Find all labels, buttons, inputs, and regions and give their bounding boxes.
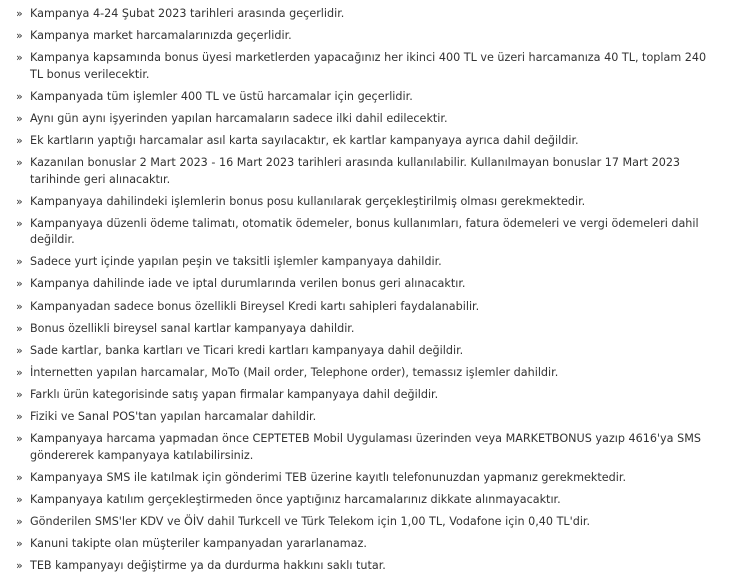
bullet-icon: » — [16, 365, 23, 379]
term-item — [16, 155, 720, 188]
bullet-icon: » — [16, 111, 23, 125]
bullet-icon: » — [16, 216, 23, 230]
bullet-icon: » — [16, 156, 23, 170]
term-text: Kampanyadan sadece bonus özellikli Bireysel Kredi kartı sahipleri faydalanabilir. — [30, 299, 480, 313]
term-item — [16, 254, 720, 271]
bullet-icon: » — [16, 536, 23, 550]
term-text: Kampanyada tüm işlemler 400 TL ve üstü harcamalar için geçerlidir. — [30, 89, 413, 103]
term-text: Kampanyaya düzenli ödeme talimatı, otomatik ödemeler, bonus kullanımları, fatura ödemeleri ve vergi ödemeleri dahil değildir. — [30, 216, 699, 247]
bullet-icon: » — [16, 387, 23, 401]
bullet-icon: » — [16, 29, 23, 43]
term-item — [16, 492, 720, 509]
bullet-icon: » — [16, 194, 23, 208]
term-item — [16, 89, 720, 106]
term-text: Gönderilen SMS'ler KDV ve ÖİV dahil Turkcell ve Türk Telekom için 1,00 TL, Vodafone için 0,40 TL'dir. — [30, 514, 591, 528]
term-text: Kampanyaya katılım gerçekleştirmeden önce yaptığınız harcamalarınız dikkate alınmayacaktır. — [30, 492, 561, 506]
term-item — [16, 299, 720, 316]
bullet-icon: » — [16, 277, 23, 291]
term-item — [16, 50, 720, 83]
bullet-icon: » — [16, 470, 23, 484]
term-item — [16, 409, 720, 426]
term-item — [16, 343, 720, 360]
bullet-icon: » — [16, 7, 23, 20]
term-text: Ek kartların yaptığı harcamalar asıl karta sayılacaktır, ek kartlar kampanyaya ayrıca dahil değildir. — [30, 133, 579, 147]
bullet-icon: » — [16, 432, 23, 446]
term-text: Bonus özellikli bireysel sanal kartlar kampanyaya dahildir. — [30, 321, 355, 335]
term-text: Fiziki ve Sanal POS'tan yapılan harcamalar dahildir. — [30, 410, 317, 423]
bullet-icon: » — [16, 321, 23, 335]
bullet-icon: » — [16, 133, 23, 147]
bullet-icon: » — [16, 299, 23, 313]
term-text: Kampanyaya harcama yapmadan önce CEPTETEB Mobil Uygulaması üzerinden veya MARKETBONUS yazıp 4616'ya SMS göndererek kampanyaya katılabilirsiniz. — [30, 432, 701, 462]
term-text: TEB kampanyayı değiştirme ya da durdurma hakkını saklı tutar. — [30, 559, 386, 573]
term-item — [16, 365, 720, 382]
term-item — [16, 321, 720, 338]
term-text: Sadece yurt içinde yapılan peşin ve taksitli işlemler kampanyaya dahildir. — [30, 255, 442, 269]
term-text: Farklı ürün kategorisinde satış yapan firmalar kampanyaya dahil değildir. — [30, 387, 439, 401]
term-text: Sade kartlar, banka kartları ve Ticari kredi kartları kampanyaya dahil değildir. — [30, 343, 464, 357]
bullet-icon: » — [16, 255, 23, 269]
term-text: Kampanya 4-24 Şubat 2023 tarihleri arasında geçerlidir. — [30, 7, 345, 20]
bullet-icon: » — [16, 343, 23, 357]
term-item — [16, 28, 720, 45]
bullet-icon: » — [16, 89, 23, 103]
bullet-icon: » — [16, 514, 23, 528]
term-item — [16, 431, 720, 464]
term-text: Kampanya market harcamalarınızda geçerlidir. — [30, 29, 292, 43]
term-text: Kampanya kapsamında bonus üyesi marketlerden yapacağınız her ikinci 400 TL ve üzeri harcamanıza 40 TL, toplam 240 TL bonus verilecektir. — [30, 51, 707, 81]
bullet-icon: » — [16, 410, 23, 423]
term-text: Kazanılan bonuslar 2 Mart 2023 - 16 Mart 2023 tarihleri arasında kullanılabilir. Kullanılmayan bonuslar 17 Mart 2023 tarihinde geri alınacaktır. — [30, 156, 681, 186]
term-text: Kanuni takipte olan müşteriler kampanyadan yararlanamaz. — [30, 536, 367, 550]
bullet-icon: » — [16, 51, 23, 65]
term-item — [16, 558, 720, 575]
term-text: Kampanyaya dahilindeki işlemlerin bonus posu kullanılarak gerçekleştirilmiş olması gerekmektedir. — [30, 194, 586, 208]
term-text: Aynı gün aynı işyerinden yapılan harcamaların sadece ilki dahil edilecektir. — [30, 111, 448, 125]
term-text: Kampanya dahilinde iade ve iptal durumlarında verilen bonus geri alınacaktır. — [30, 277, 466, 291]
term-item — [16, 111, 720, 128]
term-item — [16, 536, 720, 553]
term-item — [16, 133, 720, 150]
term-item — [16, 276, 720, 293]
bullet-icon: » — [16, 492, 23, 506]
bullet-icon: » — [16, 559, 23, 573]
term-item — [16, 387, 720, 404]
term-text: İnternetten yapılan harcamalar, MoTo (Mail order, Telephone order), temassız işlemler dahildir. — [30, 365, 559, 379]
term-item — [16, 216, 720, 249]
term-item — [16, 194, 720, 211]
term-item — [16, 514, 720, 531]
term-item — [16, 470, 720, 487]
term-item — [16, 6, 720, 23]
term-text: Kampanyaya SMS ile katılmak için gönderimi TEB üzerine kayıtlı telefonunuzdan yapmanız gerekmektedir. — [30, 470, 626, 484]
